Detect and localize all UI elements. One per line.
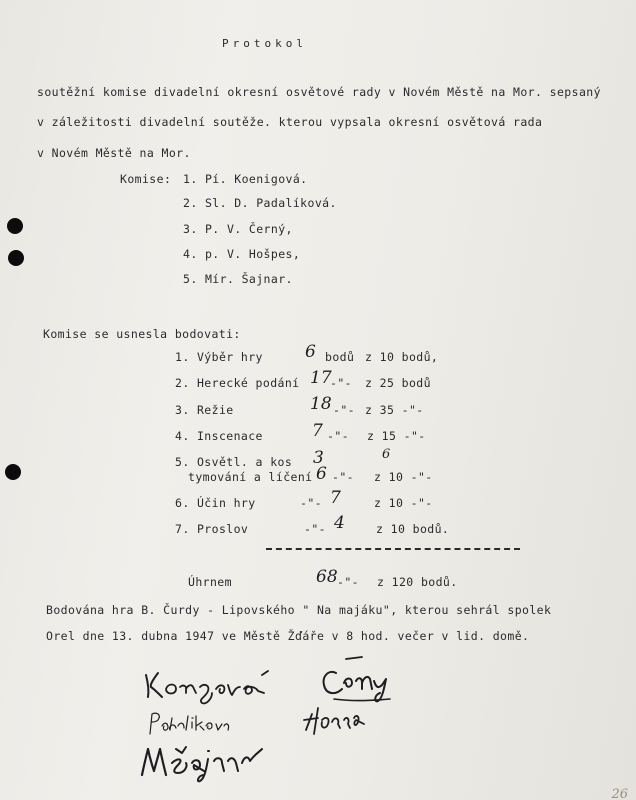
closing-line: Bodována hra B. Čurdy - Lipovského " Na majáku", kterou sehrál spolek — [46, 603, 552, 617]
score-item-label: 4. Inscenace — [175, 429, 263, 443]
signature-hospes — [300, 700, 370, 740]
score-suffix: -"- — [327, 429, 349, 443]
closing-line: Orel dne 13. dubna 1947 ve Městě Žďáře v 8 hod. večer v lid. domě. — [46, 629, 530, 643]
score-suffix: -"- — [333, 403, 355, 417]
total-label: Úhrnem — [188, 575, 232, 589]
commission-member: 5. Mír. Šajnar. — [183, 272, 293, 286]
punch-hole — [5, 464, 21, 480]
commission-member: 4. p. V. Hošpes, — [183, 247, 301, 261]
intro-line: v záležitosti divadelní soutěže. kterou vypsala okresní osvětová rada — [37, 115, 543, 129]
score-handwritten: 6 — [305, 342, 316, 362]
score-max: z 10 -"- — [374, 470, 433, 484]
score-max: z 10 bodů. — [376, 522, 450, 536]
punch-hole — [8, 250, 24, 266]
score-handwritten: 18 — [310, 394, 332, 414]
score-prefix: -"- — [300, 496, 322, 510]
signature-cerny — [318, 655, 398, 705]
score-item-label: 5. Osvětl. a kos — [175, 455, 293, 469]
punch-hole — [7, 218, 23, 234]
total-max: z 120 bodů. — [377, 575, 458, 589]
score-max: z 25 bodů — [365, 376, 431, 390]
score-max-handwritten-struck: 6 — [382, 447, 391, 462]
intro-line: soutěžní komise divadelní okresní osvětové rady v Novém Městě na Mor. sepsaný — [37, 85, 601, 99]
score-item-label-continued: tymování a líčení — [188, 470, 313, 484]
score-item-label: 2. Herecké podání — [175, 376, 300, 390]
commission-label: Komise: — [120, 172, 172, 186]
intro-line: v Novém Městě na Mor. — [37, 146, 191, 160]
signature-sajnar — [138, 735, 273, 785]
score-handwritten-struck: 3 — [313, 448, 324, 468]
score-max: z 10 bodů, — [365, 350, 439, 364]
commission-member: 3. P. V. Černý, — [183, 222, 293, 236]
score-handwritten: 4 — [334, 513, 345, 533]
score-suffix: -"- — [330, 376, 352, 390]
score-max: z 15 -"- — [367, 429, 426, 443]
score-handwritten: 7 — [330, 488, 341, 508]
total-suffix: -"- — [337, 575, 359, 589]
score-item-label: 1. Výběr hry — [175, 350, 263, 364]
score-item-label: 7. Proslov — [175, 522, 249, 536]
scoring-intro: Komise se usnesla bodovati: — [43, 327, 241, 341]
signature-padalikova — [146, 708, 231, 738]
score-handwritten: 6 — [316, 464, 327, 484]
document-title: Protokol — [222, 37, 307, 50]
score-item-label: 6. Účin hry — [175, 496, 256, 510]
score-max: z 10 -"- — [374, 496, 433, 510]
score-prefix: -"- — [304, 522, 326, 536]
commission-member: 1. Pí. Koenigová. — [183, 172, 308, 186]
score-suffix: -"- — [332, 470, 354, 484]
total-separator — [266, 548, 520, 550]
total-handwritten: 68 — [316, 567, 338, 587]
corner-page-mark: 26 — [611, 787, 628, 800]
signature-koenigova — [140, 665, 290, 705]
score-item-label: 3. Režie — [175, 403, 234, 417]
score-max: z 35 -"- — [365, 403, 424, 417]
score-handwritten: 17 — [310, 368, 332, 388]
commission-member: 2. Sl. D. Padalíková. — [183, 196, 337, 210]
score-handwritten: 7 — [312, 421, 323, 441]
score-suffix: bodů — [325, 350, 355, 364]
